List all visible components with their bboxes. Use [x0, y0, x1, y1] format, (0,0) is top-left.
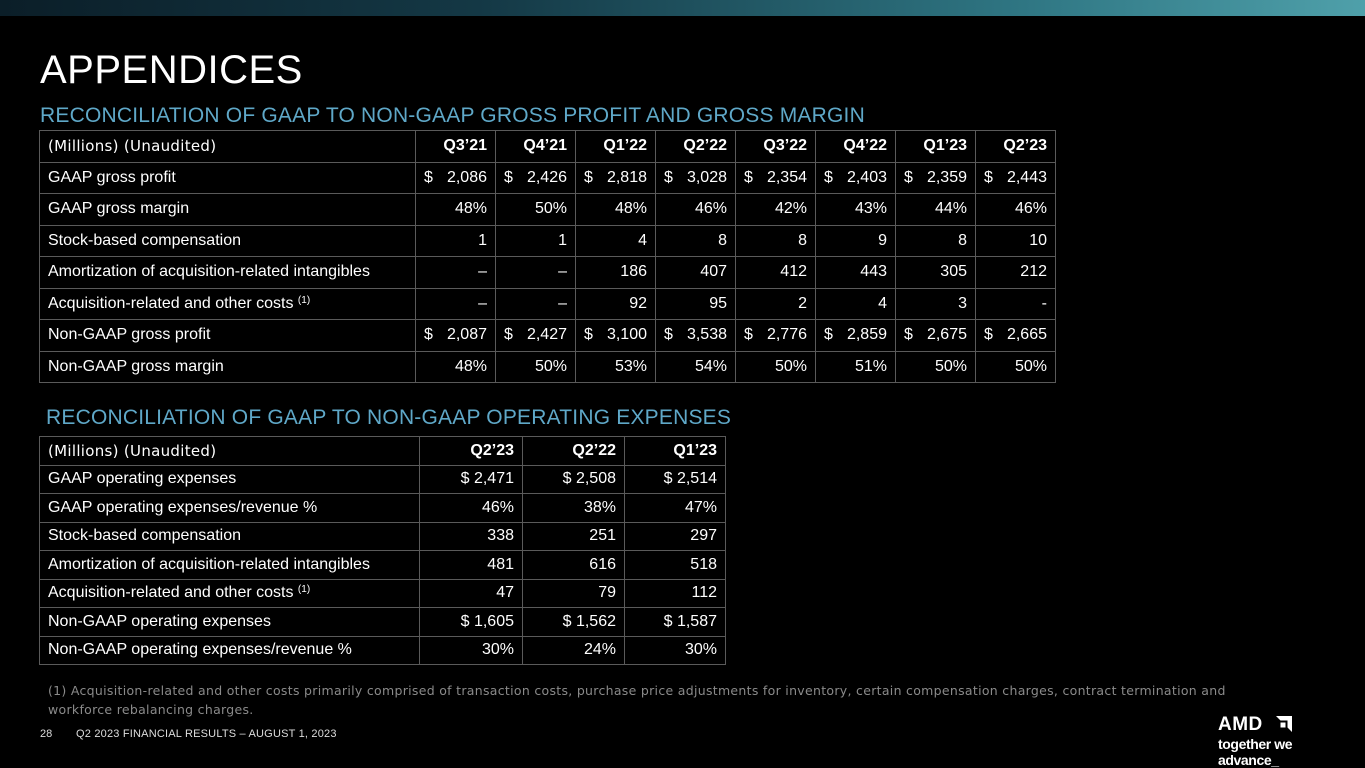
table-cell: 30% [625, 636, 726, 665]
column-header: Q2’22 [656, 131, 736, 163]
footnote: (1) Acquisition-related and other costs primarily comprised of transaction costs, purchase price adjustments for inventory, certain compensation charges, contract termination and workforce rebalancing charges. [48, 683, 1226, 717]
column-header: Q2’23 [420, 437, 523, 466]
table-cell: 51% [816, 351, 896, 383]
row-label: Acquisition-related and other costs $^{(1)}$ [40, 288, 416, 320]
table-row [40, 494, 726, 523]
table-cell: 10 [976, 225, 1056, 257]
table-cell: 2 [736, 288, 816, 320]
row-label: Amortization of acquisition-related intangibles [40, 551, 420, 580]
table-cell: 50% [736, 351, 816, 383]
table-cell: 4 [576, 225, 656, 257]
table-cell: 297 [625, 522, 726, 551]
table-cell: 186 [576, 257, 656, 289]
page-number: 28 [40, 728, 53, 740]
table-cell: $ 2,675 [896, 320, 976, 352]
table-cell: 79 [523, 579, 625, 608]
table-cell: $ 2,471 [420, 465, 523, 494]
table-cell: 92 [576, 288, 656, 320]
table-cell: 46% [420, 494, 523, 523]
row-label: Non-GAAP gross profit [40, 320, 416, 352]
footnote-marker: (1) [297, 584, 311, 596]
top-accent-bar [0, 0, 1365, 16]
table-cell: $ 1,605 [420, 608, 523, 637]
table-cell: 305 [896, 257, 976, 289]
table-cell: 518 [625, 551, 726, 580]
table-cell: 53% [576, 351, 656, 383]
table-cell: 47% [625, 494, 726, 523]
table-cell: 50% [976, 351, 1056, 383]
table-cell: – [416, 257, 496, 289]
table-cell: $ 2,665 [976, 320, 1056, 352]
table-cell: – [496, 288, 576, 320]
table-cell: 3 [896, 288, 976, 320]
table-cell: 407 [656, 257, 736, 289]
table-cell: $ 2,818 [576, 162, 656, 194]
table-cell: 46% [976, 194, 1056, 226]
table-cell: 481 [420, 551, 523, 580]
table-cell: $ 2,508 [523, 465, 625, 494]
table-cell: 42% [736, 194, 816, 226]
table-cell: 8 [736, 225, 816, 257]
table-cell: 212 [976, 257, 1056, 289]
table-row [40, 636, 726, 665]
table-row [40, 579, 726, 608]
table-row [40, 522, 726, 551]
table-cell: 443 [816, 257, 896, 289]
table-row [40, 194, 1056, 226]
row-label: Amortization of acquisition-related intangibles [40, 257, 416, 289]
table-cell: 1 [496, 225, 576, 257]
table-cell: 43% [816, 194, 896, 226]
table-cell: 251 [523, 522, 625, 551]
table-cell: $ 2,087 [416, 320, 496, 352]
operating-expenses-table [39, 436, 726, 665]
row-label: Non-GAAP gross margin [40, 351, 416, 383]
table-cell: 8 [656, 225, 736, 257]
table-cell: $ 2,426 [496, 162, 576, 194]
table-cell: 30% [420, 636, 523, 665]
table-cell: 338 [420, 522, 523, 551]
table-cell: $ 3,028 [656, 162, 736, 194]
row-label: GAAP gross margin [40, 194, 416, 226]
row-label: Acquisition-related and other costs $^{(1)}$ [40, 579, 420, 608]
table-cell: 50% [896, 351, 976, 383]
table-cell: 9 [816, 225, 896, 257]
table-cell: $ 3,538 [656, 320, 736, 352]
row-label: Non-GAAP operating expenses [40, 608, 420, 637]
amd-arrow-icon [1276, 716, 1292, 732]
gross-profit-table [39, 130, 1056, 383]
table-header-row [40, 437, 726, 466]
table-cell: $ 1,587 [625, 608, 726, 637]
table-cell: 50% [496, 351, 576, 383]
row-label: GAAP gross profit [40, 162, 416, 194]
table-cell: 8 [896, 225, 976, 257]
column-header: Q1’23 [625, 437, 726, 466]
table-cell: $ 2,427 [496, 320, 576, 352]
footnote-marker: (1) [297, 294, 311, 306]
table-cell: $ 2,776 [736, 320, 816, 352]
header-label: (Millions) (Unaudited) [40, 131, 416, 163]
row-label: Non-GAAP operating expenses/revenue % [40, 636, 420, 665]
table-cell: $ 2,354 [736, 162, 816, 194]
table-row [40, 351, 1056, 383]
table-row [40, 162, 1056, 194]
table-cell: $ 2,514 [625, 465, 726, 494]
table-row [40, 320, 1056, 352]
table-cell: 24% [523, 636, 625, 665]
table-cell: 4 [816, 288, 896, 320]
table-cell: 48% [576, 194, 656, 226]
table2-title: RECONCILIATION OF GAAP TO NON-GAAP OPERATING EXPENSES [46, 406, 732, 429]
table-cell: 95 [656, 288, 736, 320]
table-cell: $ 2,443 [976, 162, 1056, 194]
row-label: Stock-based compensation [40, 225, 416, 257]
amd-logo [1218, 714, 1350, 768]
table-cell: $ 3,100 [576, 320, 656, 352]
column-header: Q3’21 [416, 131, 496, 163]
table-cell: 38% [523, 494, 625, 523]
table-cell: 46% [656, 194, 736, 226]
table-cell: $ 2,086 [416, 162, 496, 194]
table-row [40, 225, 1056, 257]
row-label: GAAP operating expenses [40, 465, 420, 494]
column-header: Q4’22 [816, 131, 896, 163]
table-cell: – [416, 288, 496, 320]
table-cell: 44% [896, 194, 976, 226]
table-cell: $ 1,562 [523, 608, 625, 637]
table-cell: 48% [416, 194, 496, 226]
page-title: APPENDICES [40, 48, 303, 92]
table-row [40, 465, 726, 494]
table-cell: 47 [420, 579, 523, 608]
header-label: (Millions) (Unaudited) [40, 437, 420, 466]
table-cell: 48% [416, 351, 496, 383]
table-cell: 1 [416, 225, 496, 257]
table-cell: $ 2,359 [896, 162, 976, 194]
row-label: Stock-based compensation [40, 522, 420, 551]
column-header: Q4’21 [496, 131, 576, 163]
table-row [40, 257, 1056, 289]
logo-wordmark: AMD [1218, 714, 1263, 735]
footer-text: Q2 2023 FINANCIAL RESULTS – AUGUST 1, 2023 [76, 728, 337, 740]
column-header: Q2’23 [976, 131, 1056, 163]
table-cell: $ 2,859 [816, 320, 896, 352]
table1-title: RECONCILIATION OF GAAP TO NON-GAAP GROSS PROFIT AND GROSS MARGIN [40, 104, 865, 127]
table-header-row [40, 131, 1056, 163]
column-header: Q1’22 [576, 131, 656, 163]
row-label: GAAP operating expenses/revenue % [40, 494, 420, 523]
table-cell: 50% [496, 194, 576, 226]
table-cell: – [496, 257, 576, 289]
table-cell: 112 [625, 579, 726, 608]
table-cell: 54% [656, 351, 736, 383]
table-cell: $ 2,403 [816, 162, 896, 194]
column-header: Q3’22 [736, 131, 816, 163]
logo-tagline: together we advance_ [1218, 736, 1293, 768]
column-header: Q1’23 [896, 131, 976, 163]
table-row [40, 551, 726, 580]
table-row [40, 608, 726, 637]
table-row [40, 288, 1056, 320]
table-cell: - [976, 288, 1056, 320]
table-cell: 412 [736, 257, 816, 289]
column-header: Q2’22 [523, 437, 625, 466]
table-cell: 616 [523, 551, 625, 580]
